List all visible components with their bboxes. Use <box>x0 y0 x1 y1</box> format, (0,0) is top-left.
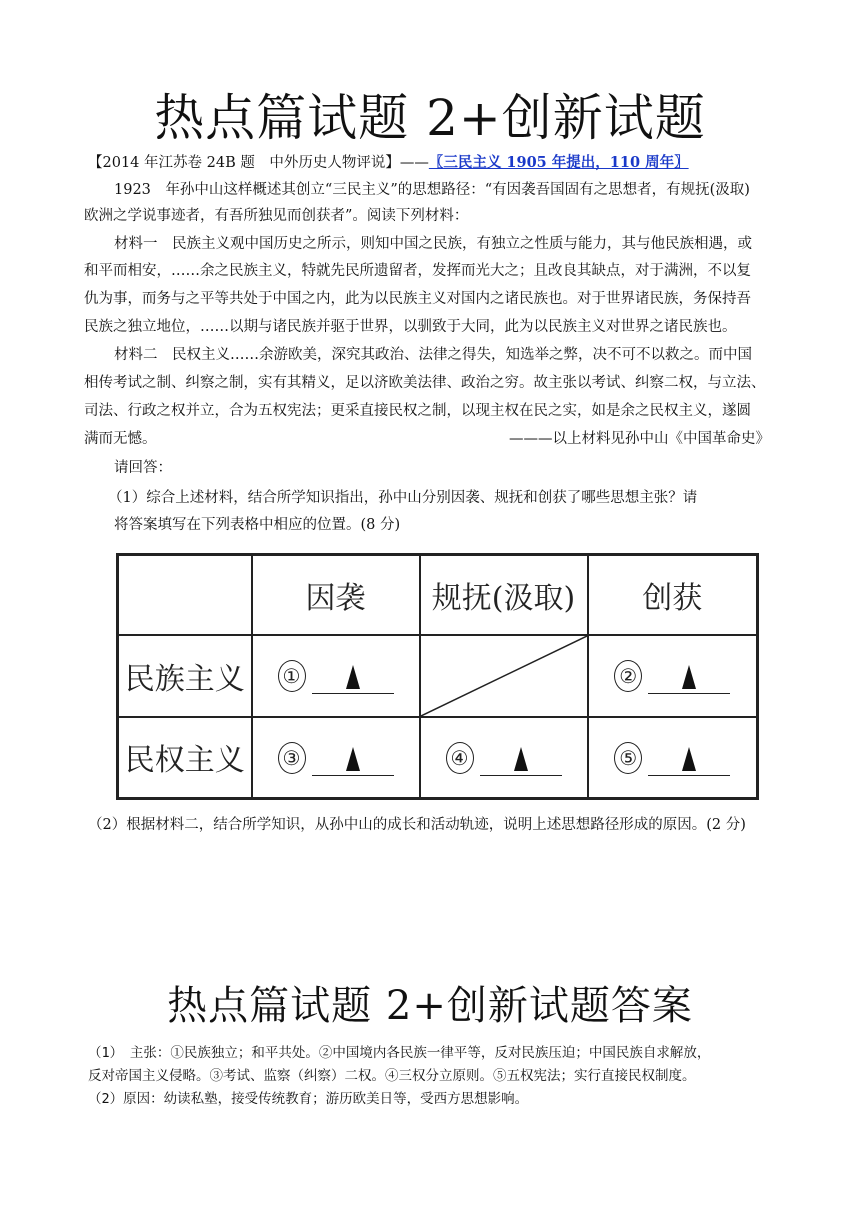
triangle-icon <box>682 747 696 771</box>
answer-line-3: （2）原因：幼读私塾，接受传统教育；游历欧美日等，受西方思想影响。 <box>88 1091 529 1107</box>
material1-line-4: 民族之独立地位，……以期与诸民族并驱于世界，以驯致于大同，此为以民族主义对世界之诸民族也。 <box>84 319 737 335</box>
triangle-icon <box>514 747 528 771</box>
answer-cell[interactable] <box>588 717 758 799</box>
item-number: ② <box>614 660 642 692</box>
material2-line-4-text: 满而无憾。 <box>84 431 157 447</box>
row-label-nationalism: 民族主义 <box>118 635 252 717</box>
q1-line-1: （1）综合上述材料，结合所学知识指出，孙中山分别因袭、规抚和创获了哪些思想主张？请 <box>108 490 698 506</box>
answer-cell[interactable] <box>588 635 758 717</box>
table-header-row <box>118 555 758 635</box>
q2-text: （2）根据材料二，结合所学知识，从孙中山的成长和活动轨迹，说明上述思想路径形成的原因。(2 分) <box>88 817 746 833</box>
header-prefix: 【2014 年江苏卷 24B 题 中外历史人物评说】—— <box>88 155 429 171</box>
item-number: ③ <box>278 742 306 774</box>
diagonal-cell <box>420 635 588 717</box>
item-number: ⑤ <box>614 742 642 774</box>
answer-blank[interactable] <box>480 741 562 776</box>
topic-link[interactable]: 〖三民主义 1905 年提出，110 周年〗 <box>428 154 689 171</box>
header-cell-create: 创获 <box>588 555 758 635</box>
prompt: 请回答： <box>114 460 172 476</box>
intro-line-2: 欧洲之学说事迹者，有吾所独见而创获者”。阅读下列材料： <box>84 208 469 224</box>
header-cell-inherit: 因袭 <box>252 555 420 635</box>
table-row <box>118 717 758 799</box>
material2-line-1: 材料二 民权主义……余游欧美，深究其政治、法律之得失，知选举之弊，决不可不以救之。而中国 <box>114 347 752 363</box>
answer-cell[interactable] <box>420 717 588 799</box>
table-row <box>118 635 758 717</box>
answer-blank[interactable] <box>312 659 394 694</box>
source-citation: ———以上材料见孙中山《中国革命史》 <box>509 431 770 447</box>
material2-line-4 <box>84 429 784 449</box>
page-title: 热点篇试题 2+创新试题 <box>154 89 706 147</box>
answer-blank[interactable] <box>648 659 730 694</box>
answer-line-2: 反对帝国主义侵略。③考试、监察（纠察）二权。④三权分立原则。⑤五权宪法；实行直接民权制度。 <box>88 1068 696 1084</box>
question-header <box>88 153 788 173</box>
material1-line-3: 仇为事，而务与之平等共处于中国之内，此为以民族主义对国内之诸民族也。对于世界诸民族，务保持吾 <box>84 291 751 307</box>
item-number: ① <box>278 660 306 692</box>
material1-line-1: 材料一 民族主义观中国历史之所示，则知中国之民族，有独立之性质与能力，其与他民族相遇，或 <box>114 236 752 252</box>
row-label-democracy: 民权主义 <box>118 717 252 799</box>
material2-line-3: 司法、行政之权并立，合为五权宪法；更采直接民权之制，以现主权在民之实，如是余之民权主义，遂圆 <box>84 403 751 419</box>
q1-line-2: 将答案填写在下列表格中相应的位置。(8 分) <box>114 517 401 533</box>
answer-cell[interactable] <box>252 717 420 799</box>
answer-blank[interactable] <box>648 741 730 776</box>
answer-title: 热点篇试题 2+创新试题答案 <box>167 983 693 1029</box>
header-cell-empty <box>118 555 252 635</box>
triangle-icon <box>346 747 360 771</box>
triangle-icon <box>346 665 360 689</box>
answer-cell[interactable] <box>252 635 420 717</box>
item-number: ④ <box>446 742 474 774</box>
answer-line-1: （1） 主张：①民族独立；和平共处。②中国境内各民族一律平等，反对民族压迫；中国民族自求解放， <box>88 1045 711 1061</box>
intro-line-1: 1923 年孙中山这样概述其创立“三民主义”的思想路径：“有因袭吾国固有之思想者，有规抚(汲取) <box>114 182 750 198</box>
answer-table <box>116 553 759 800</box>
header-cell-absorb: 规抚(汲取) <box>420 555 588 635</box>
material2-line-2: 相传考试之制、纠察之制，实有其精义，足以济欧美法律、政治之穷。故主张以考试、纠察二权，与立法、 <box>84 375 766 391</box>
material1-line-2: 和平而相安，……余之民族主义，特就先民所遗留者，发挥而光大之；且改良其缺点，对于满洲，不以复 <box>84 263 751 279</box>
diagonal-line-icon <box>421 636 587 716</box>
triangle-icon <box>682 665 696 689</box>
answer-blank[interactable] <box>312 741 394 776</box>
